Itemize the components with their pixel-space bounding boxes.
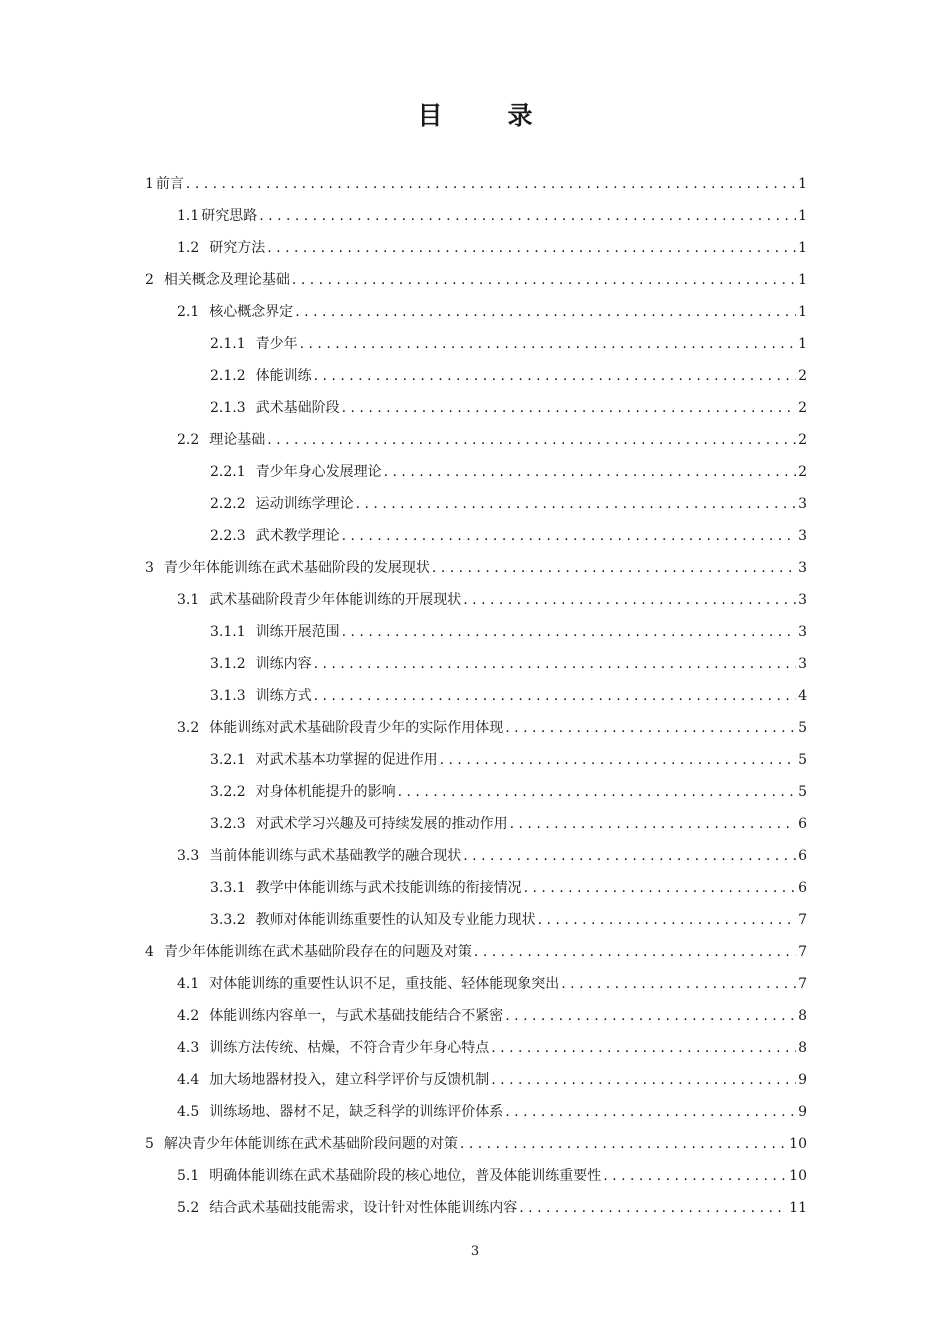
toc-entry-page: 5 <box>798 720 807 736</box>
toc-entry[interactable] <box>145 296 807 328</box>
toc-entry-page: 10 <box>789 1136 807 1152</box>
toc-entry-text: 理论基础 <box>209 432 266 448</box>
dot-leader <box>259 200 796 232</box>
dot-leader <box>432 552 796 584</box>
toc-entry-page: 1 <box>798 208 807 224</box>
toc-entry-page: 1 <box>798 304 807 320</box>
toc-entry-number: 3.3.2 <box>210 912 246 928</box>
toc-entry-text: 研究思路 <box>201 208 258 224</box>
toc-entry-text: 青少年体能训练在武术基础阶段存在的问题及对策 <box>163 944 472 960</box>
dot-leader <box>384 456 796 488</box>
toc-entry[interactable] <box>145 1160 807 1192</box>
toc-entry-label <box>210 680 312 712</box>
toc-entry-label <box>210 616 340 648</box>
toc-entry[interactable] <box>145 392 807 424</box>
toc-entry[interactable] <box>145 456 807 488</box>
toc-entry-number: 2.1.2 <box>210 368 246 384</box>
dot-leader <box>314 680 796 712</box>
dot-leader <box>505 1096 796 1128</box>
toc-entry-number: 2 <box>145 272 154 288</box>
toc-entry-page: 2 <box>798 464 807 480</box>
toc-entry[interactable] <box>145 776 807 808</box>
toc-entry-page: 8 <box>798 1008 807 1024</box>
toc-entry-text: 结合武术基础技能需求，设计针对性体能训练内容 <box>209 1200 518 1216</box>
toc-entry[interactable] <box>145 360 807 392</box>
toc-entry-page: 3 <box>798 560 807 576</box>
toc-entry-number: 3.1.3 <box>210 688 246 704</box>
toc-entry-text: 训练场地、器材不足，缺乏科学的训练评价体系 <box>209 1104 504 1120</box>
toc-entry-label <box>177 1032 489 1064</box>
dot-leader <box>510 808 796 840</box>
dot-leader <box>186 168 796 200</box>
dot-leader <box>463 840 796 872</box>
toc-entry[interactable] <box>145 168 807 200</box>
toc-entry[interactable] <box>145 584 807 616</box>
dot-leader <box>342 616 796 648</box>
toc-entry-page: 9 <box>798 1104 807 1120</box>
page-number: 3 <box>470 1244 480 1259</box>
toc-entry-text: 武术教学理论 <box>255 528 340 544</box>
toc-entry-page: 3 <box>798 592 807 608</box>
toc-entry[interactable] <box>145 232 807 264</box>
toc-entry-label <box>210 808 508 840</box>
toc-entry-number: 2.2.1 <box>210 464 246 480</box>
toc-entry-text: 教师对体能训练重要性的认知及专业能力现状 <box>255 912 536 928</box>
toc-entry-number: 3.2.2 <box>210 784 246 800</box>
toc-entry-number: 2.2 <box>177 432 200 448</box>
dot-leader <box>267 424 796 456</box>
toc-entry-text: 明确体能训练在武术基础阶段的核心地位，普及体能训练重要性 <box>209 1168 602 1184</box>
toc-entry-page: 3 <box>798 624 807 640</box>
toc-entry-number: 3.2 <box>177 720 200 736</box>
toc-entry[interactable] <box>145 872 807 904</box>
dot-leader <box>463 584 796 616</box>
toc-entry-label <box>210 328 298 360</box>
toc-entry[interactable] <box>145 840 807 872</box>
toc-entry-page: 3 <box>798 496 807 512</box>
toc-entry-page: 1 <box>798 240 807 256</box>
toc-entry-number: 3.1.1 <box>210 624 246 640</box>
toc-entry-number: 3.1.2 <box>210 656 246 672</box>
toc-entry-text: 对身体机能提升的影响 <box>255 784 396 800</box>
toc-entry-label <box>177 200 257 232</box>
toc-entry-number: 1.1 <box>177 208 200 224</box>
toc-entry-text: 加大场地器材投入，建立科学评价与反馈机制 <box>209 1072 490 1088</box>
toc-entry[interactable] <box>145 1096 807 1128</box>
toc-entry-number: 2.1.3 <box>210 400 246 416</box>
toc-entry-text: 训练内容 <box>255 656 312 672</box>
toc-entry[interactable] <box>145 1064 807 1096</box>
toc-entry-number: 3.1 <box>177 592 200 608</box>
toc-entry-page: 6 <box>798 848 807 864</box>
toc-entry-label <box>145 168 184 200</box>
toc-entry-label <box>177 840 461 872</box>
toc-entry-number: 4.4 <box>177 1072 200 1088</box>
toc-entry-number: 5.1 <box>177 1168 200 1184</box>
toc-entry-text: 训练开展范围 <box>255 624 340 640</box>
toc-entry-number: 2.2.2 <box>210 496 246 512</box>
toc-entry-page: 2 <box>798 432 807 448</box>
toc-entry-label <box>177 232 265 264</box>
toc-entry-page: 11 <box>789 1200 807 1216</box>
toc-entry-page: 1 <box>798 272 807 288</box>
toc-entry-number: 1.2 <box>177 240 200 256</box>
toc-entry-text: 武术基础阶段 <box>255 400 340 416</box>
toc-entry-number: 3.2.1 <box>210 752 246 768</box>
toc-entry-page: 7 <box>798 944 807 960</box>
toc-entry-number: 5 <box>145 1136 154 1152</box>
toc-entry[interactable] <box>145 1192 807 1224</box>
toc-entry-label <box>177 1096 503 1128</box>
toc-entry-page: 2 <box>798 400 807 416</box>
toc-entry-page: 9 <box>798 1072 807 1088</box>
dot-leader <box>505 1000 796 1032</box>
toc-entry-label <box>210 360 312 392</box>
dot-leader <box>295 296 796 328</box>
dot-leader <box>519 1192 787 1224</box>
toc-entry-label <box>210 776 396 808</box>
dot-leader <box>440 744 796 776</box>
dot-leader <box>505 712 796 744</box>
toc-entry-text: 对武术学习兴趣及可持续发展的推动作用 <box>255 816 508 832</box>
dot-leader <box>300 328 796 360</box>
toc-entry[interactable] <box>145 424 807 456</box>
toc-entry-text: 对武术基本功掌握的促进作用 <box>255 752 438 768</box>
dot-leader <box>267 232 796 264</box>
toc-entry[interactable] <box>145 520 807 552</box>
dot-leader <box>538 904 796 936</box>
toc-entry-text: 体能训练 <box>255 368 312 384</box>
dot-leader <box>561 968 796 1000</box>
dot-leader <box>398 776 796 808</box>
toc-entry-page: 5 <box>798 752 807 768</box>
toc-entry-page: 4 <box>798 688 807 704</box>
toc-entry-number: 1 <box>145 176 154 192</box>
toc-entry-label <box>145 1128 458 1160</box>
toc-entry-number: 3.3.1 <box>210 880 246 896</box>
dot-leader <box>491 1064 796 1096</box>
toc-entry[interactable] <box>145 712 807 744</box>
toc-entry-number: 3.3 <box>177 848 200 864</box>
toc-entry[interactable] <box>145 488 807 520</box>
toc-entry-page: 7 <box>798 976 807 992</box>
toc-entry-text: 相关概念及理论基础 <box>163 272 290 288</box>
toc-entry-label <box>210 520 340 552</box>
toc-entry[interactable] <box>145 616 807 648</box>
toc-entry-number: 2.1.1 <box>210 336 246 352</box>
toc-entry-number: 4.1 <box>177 976 200 992</box>
toc-entry-text: 体能训练对武术基础阶段青少年的实际作用体现 <box>209 720 504 736</box>
toc-entry[interactable] <box>145 264 807 296</box>
toc-entry-number: 4.2 <box>177 1008 200 1024</box>
toc-entry-label <box>177 968 559 1000</box>
toc-entry-page: 5 <box>798 784 807 800</box>
toc-entry[interactable] <box>145 328 807 360</box>
toc-list <box>145 168 807 1224</box>
toc-entry-page: 8 <box>798 1040 807 1056</box>
dot-leader <box>460 1128 787 1160</box>
toc-entry-label <box>177 584 461 616</box>
dot-leader <box>314 648 796 680</box>
toc-entry-label <box>210 904 536 936</box>
dot-leader <box>292 264 796 296</box>
toc-entry-number: 4.5 <box>177 1104 200 1120</box>
toc-entry-label <box>177 1192 517 1224</box>
toc-entry-page: 2 <box>798 368 807 384</box>
dot-leader <box>603 1160 787 1192</box>
dot-leader <box>342 520 796 552</box>
toc-entry-text: 核心概念界定 <box>209 304 294 320</box>
toc-entry-label <box>210 488 354 520</box>
toc-entry[interactable] <box>145 200 807 232</box>
toc-entry-label <box>210 872 522 904</box>
toc-entry-text: 解决青少年体能训练在武术基础阶段问题的对策 <box>163 1136 458 1152</box>
toc-entry-label <box>210 456 382 488</box>
toc-entry[interactable] <box>145 904 807 936</box>
toc-entry[interactable] <box>145 808 807 840</box>
toc-entry-label <box>177 712 503 744</box>
dot-leader <box>524 872 796 904</box>
toc-entry[interactable] <box>145 648 807 680</box>
toc-entry-page: 6 <box>798 816 807 832</box>
toc-entry-text: 前言 <box>155 176 184 192</box>
toc-entry-label <box>145 264 290 296</box>
toc-entry[interactable] <box>145 552 807 584</box>
toc-entry-text: 研究方法 <box>209 240 266 256</box>
toc-entry-page: 6 <box>798 880 807 896</box>
toc-entry-label <box>177 1160 601 1192</box>
toc-entry-text: 武术基础阶段青少年体能训练的开展现状 <box>209 592 462 608</box>
dot-leader <box>491 1032 796 1064</box>
toc-entry-number: 5.2 <box>177 1200 200 1216</box>
toc-entry-number: 2.1 <box>177 304 200 320</box>
toc-entry-text: 青少年 <box>255 336 298 352</box>
toc-entry[interactable] <box>145 1128 807 1160</box>
toc-entry-page: 1 <box>798 336 807 352</box>
toc-entry-label <box>177 1000 503 1032</box>
dot-leader <box>474 936 796 968</box>
toc-entry-text: 当前体能训练与武术基础教学的融合现状 <box>209 848 462 864</box>
dot-leader <box>342 392 796 424</box>
toc-entry-text: 运动训练学理论 <box>255 496 354 512</box>
toc-entry-label <box>210 744 438 776</box>
toc-entry-number: 3.2.3 <box>210 816 246 832</box>
toc-entry[interactable] <box>145 968 807 1000</box>
toc-entry-label <box>210 648 312 680</box>
toc-entry-text: 青少年体能训练在武术基础阶段的发展现状 <box>163 560 430 576</box>
dot-leader <box>314 360 796 392</box>
toc-entry-text: 训练方法传统、枯燥，不符合青少年身心特点 <box>209 1040 490 1056</box>
toc-entry-number: 3 <box>145 560 154 576</box>
toc-entry-text: 训练方式 <box>255 688 312 704</box>
toc-entry-text: 体能训练内容单一，与武术基础技能结合不紧密 <box>209 1008 504 1024</box>
toc-entry[interactable] <box>145 680 807 712</box>
toc-entry[interactable] <box>145 1032 807 1064</box>
toc-entry-page: 1 <box>798 176 807 192</box>
toc-title: 目 录 <box>417 101 553 130</box>
toc-entry-number: 2.2.3 <box>210 528 246 544</box>
toc-entry[interactable] <box>145 1000 807 1032</box>
toc-entry-page: 7 <box>798 912 807 928</box>
toc-entry[interactable] <box>145 744 807 776</box>
toc-entry-text: 青少年身心发展理论 <box>255 464 382 480</box>
toc-entry-number: 4.3 <box>177 1040 200 1056</box>
dot-leader <box>356 488 796 520</box>
toc-entry-label <box>177 424 265 456</box>
toc-entry-label <box>145 936 472 968</box>
toc-entry-label <box>177 1064 489 1096</box>
toc-entry-text: 对体能训练的重要性认识不足，重技能、轻体能现象突出 <box>209 976 560 992</box>
toc-entry-page: 3 <box>798 656 807 672</box>
toc-entry[interactable] <box>145 936 807 968</box>
toc-entry-page: 3 <box>798 528 807 544</box>
toc-entry-label <box>145 552 430 584</box>
toc-entry-page: 10 <box>789 1168 807 1184</box>
toc-entry-label <box>177 296 293 328</box>
toc-entry-text: 教学中体能训练与武术技能训练的衔接情况 <box>255 880 522 896</box>
toc-entry-number: 4 <box>145 944 154 960</box>
toc-entry-label <box>210 392 340 424</box>
